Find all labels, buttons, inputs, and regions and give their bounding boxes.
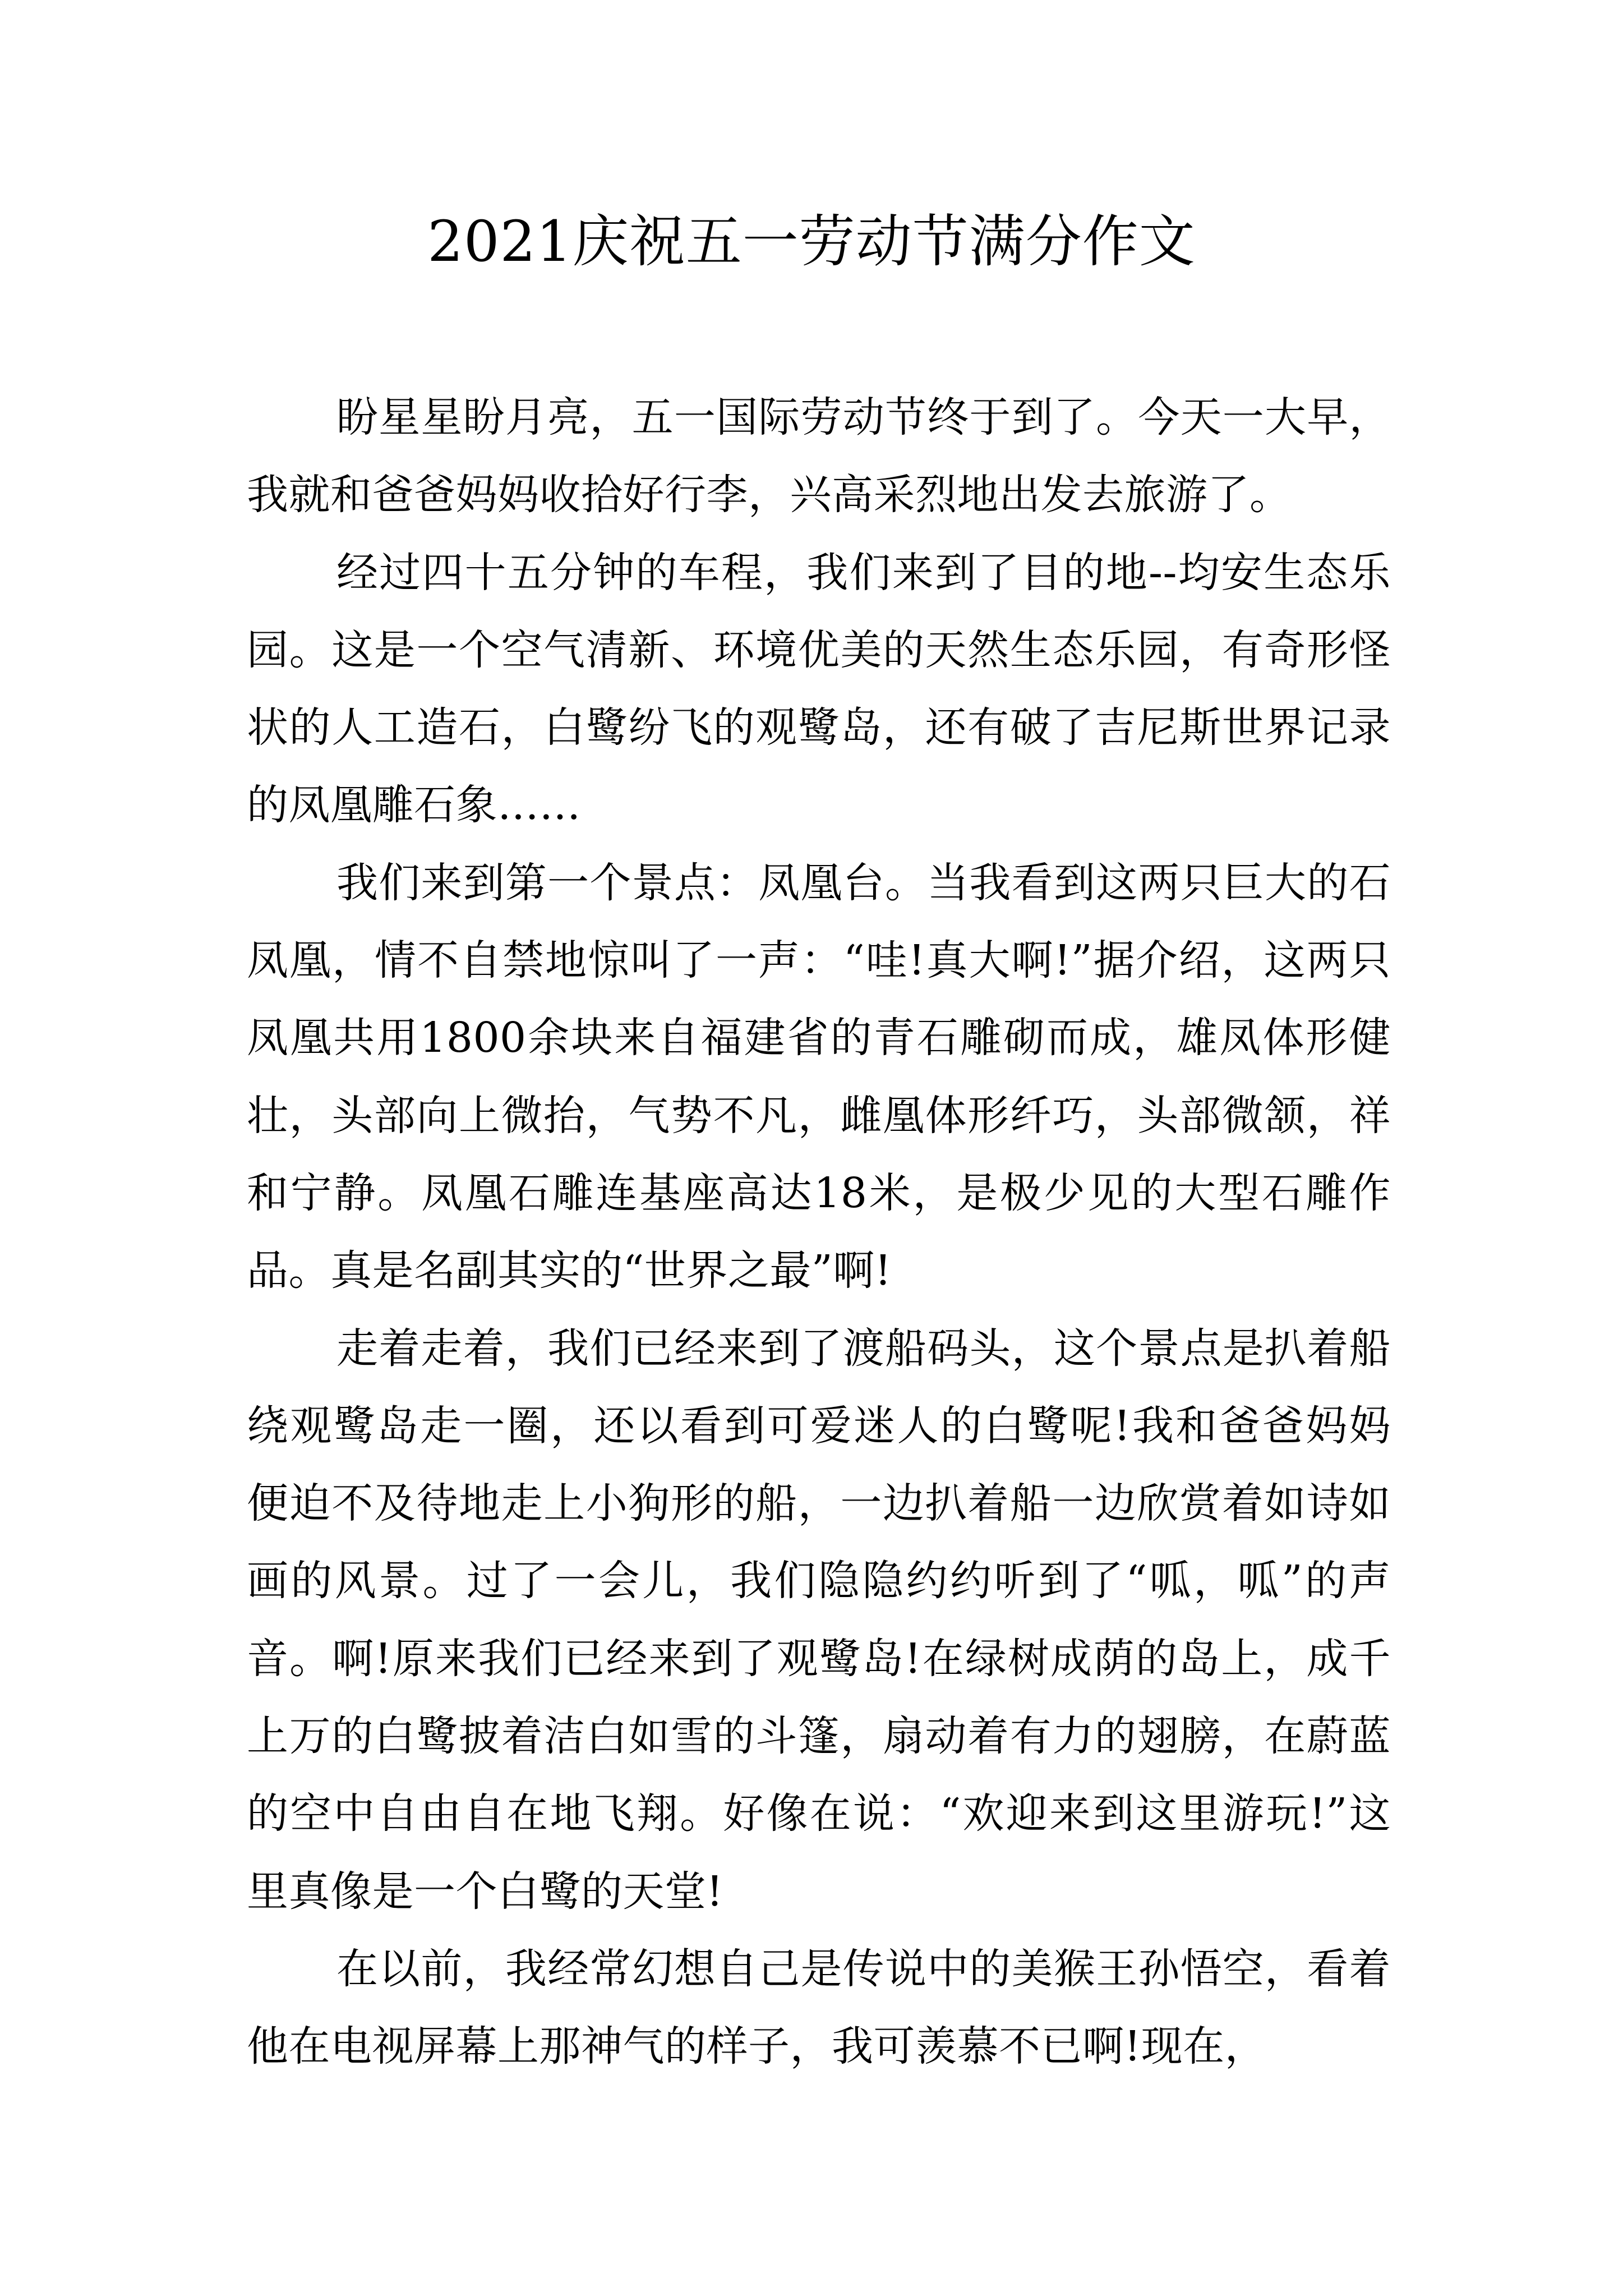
document-body xyxy=(247,379,1391,2086)
document-title: 2021庆祝五一劳动节满分作文 xyxy=(427,209,1196,274)
paragraph: 我们来到第一个景点：凤凰台。当我看到这两只巨大的石凤凰，情不自禁地惊叫了一声：“哇!真大啊!”据介绍，这两只凤凰共用1800余块来自福建省的青石雕砌而成，雄凤体形健壮，头部向上微抬，气势不凡，雌凰体形纤巧，头部微颔，祥和宁静。凤凰石雕连基座高达18米，是极少见的大型石雕作品。真是名副其实的“世界之最”啊! xyxy=(247,858,1391,1295)
paragraph: 在以前，我经常幻想自己是传说中的美猴王孙悟空，看着他在电视屏幕上那神气的样子，我可羡慕不已啊!现在， xyxy=(247,1944,1391,2071)
paragraph: 经过四十五分钟的车程，我们来到了目的地--均安生态乐园。这是一个空气清新、环境优美的天然生态乐园，有奇形怪状的人工造石，白鹭纷飞的观鹭岛，还有破了吉尼斯世界记录的凤凰雕石象…… xyxy=(247,548,1391,830)
paragraph: 走着走着，我们已经来到了渡船码头，这个景点是扒着船绕观鹭岛走一圈，还以看到可爱迷人的白鹭呢!我和爸爸妈妈便迫不及待地走上小狗形的船，一边扒着船一边欣赏着如诗如画的风景。过了一会儿，我们隐隐约约听到了“呱，呱”的声音。啊!原来我们已经来到了观鹭岛!在绿树成荫的岛上，成千上万的白鹭披着洁白如雪的斗篷，扇动着有力的翅膀，在蔚蓝的空中自由自在地飞翔。好像在说：“欢迎来到这里游玩!”这里真像是一个白鹭的天堂! xyxy=(247,1324,1391,1916)
paragraph: 盼星星盼月亮，五一国际劳动节终于到了。今天一大早，我就和爸爸妈妈收拾好行李，兴高采烈地出发去旅游了。 xyxy=(247,393,1391,519)
